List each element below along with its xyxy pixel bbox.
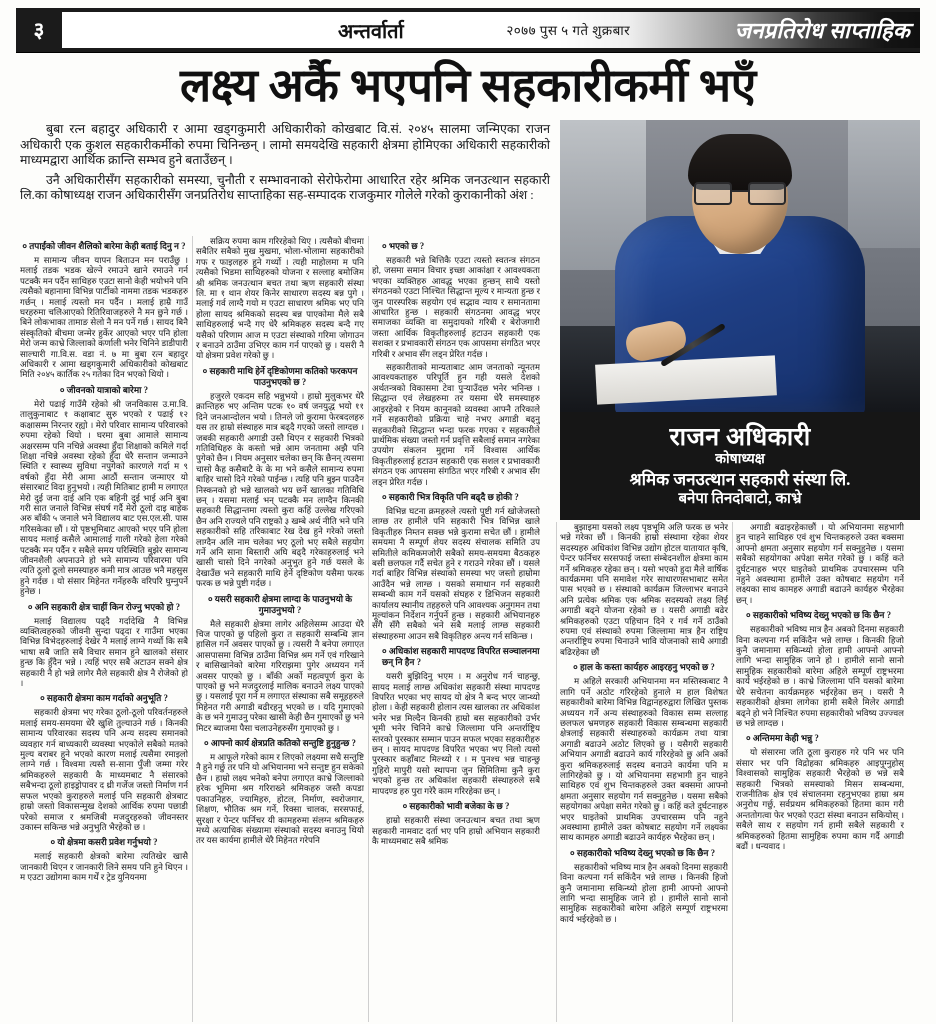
standfirst [20,122,550,208]
article-column-4 [560,522,728,1022]
interview-answer: सक्रिय रुपमा काम गरिरहेको थिए । त्यसैको बीचमा सबैतिर सबैको मुख मुखमा, भोला-भोलामा सहकारीको गफ र फाइलहरु हुने गर्थ्यो । त्यही माहोलमा म पनि त्यसैको भिडमा साथिहरुको योजना र सल्लाह बमोजिम श्री श्रमिक जनउत्थान बचत तथा ऋण सहकारी संस्था लि. मा १ थान शेयर किनेर साधारण सदस्य बन्न पुगे । मलाई गर्व लाग्दै गयो म एउटा साधारण श्रमिक भए पनि होला सायद श्रमिकको सदस्य बन्न पाएकोमा मैले सबै साथिहरुलाई भन्दै गए धेरै श्रमिकहरु सदस्य बन्दै गए यसैको परिणाम आज म एउटा संस्थाको गरिमा जोगाउन र बनाउने ठाउँमा उभिएर काम गर्न पाएको छु । यसरी नै यो क्षेत्रमा प्रवेश गरेको छु । [196,236,364,361]
interview-answer: सहकारीताको मान्यताबाट आम जनताको न्यूनतम आवश्यकताहरु परिपूर्ति हुन गही यसले देशको अर्थतन्त्रको विकासमा टेवा पुऱ्याउँदछ भनेर भनिन्छ । सिद्धान्त एवं लेखहरुमा तर यसमा धेरै समस्याहरु आइरहेको र नियम कानूनको व्यवस्था आफ्नै तरिकाले गर्ने सहकारीको प्रक्रिया चाहे नभए अगाडी बढ्नु सहकारीको सिद्धान्त भन्दा फरक गएका र सहकारीले प्रार्थमिक संख्या जस्तो गर्न प्रवृत्ति सबैलाई समान नगरेका उपयोग संकलन मुद्दामा गर्ने विश्वास आर्थिक विकृतीहरुलाई हटाउन सहकारी एक सशल र प्रभावकारी संगठन एक आपसमा संगठित भएर गरिबी र अभाव सँग लड्न प्रेरित गर्दछ । [372,362,540,487]
column-rule [368,236,369,1022]
masthead-bar [62,12,920,48]
interview-answer: बुझाइमा यसको लक्ष्य पृष्ठभूमि अलि फरक छ भनेर भन्ने गरेका छौं । किनकी हाम्रो संस्थामा रहेका शेयर सदस्यहरु अधिकांश विभिन्न उद्योग होटल यातायात कृषि, पेन्टर फर्निचर सरसफाई जस्ता संम्बेदनशील क्षेत्रमा काम गर्ने श्रमिकहरु रहेका छन् । यसो भएको हुदा मैले वार्षिक कार्यक्रममा पनि समावेश गरेर साधारणसभाबाट समेत पास भएको छ । संस्थाको कार्यक्रम जिल्लाभर बनाउने अनि प्रत्येक श्रमिक एक श्रमिक सदस्यको लक्ष्य लिई अगाडी बढ्ने योजना रहेको छ । यसरी अगाडी बढेर श्रमिकहरुको एउटा पहिचान दिने र गर्व गर्ने ठाउँको रुपमा एवं संस्थाको रुपमा जिल्लामा मात्र हैन राष्ट्रिय अन्तर्राष्ट्रिय रुपमा चिनाउने भावि योजनाको साथै अगाडी बढिरहेका छौं [560,522,728,657]
interview-question: ० भएको छ ? [372,241,540,252]
article-columns [20,236,920,1022]
photo-window-right [848,120,920,248]
interview-answer: म अहिले सरकारी अभियानमा मन मस्तिस्कबाट नै लागि पर्ने अठोट गरिरहेको हुनाले म हाल विशेषत सहकारीको बारेमा विभिन्न विद्वानहरुद्वारा लिखित पुस्तक अध्ययन गर्ने अन्य संस्थाहरुको विकास सम्म सल्लाह छलफल भ्रमणहरु सहकारी विकास सम्बन्धमा सहकारी क्षेत्रलाई सहकारी संस्थाहरुको कार्यक्रम तथा यात्रा अगाडी बढाउने अठोट लिएको छु । यसैगरी सहकारी अभियान अगाडी बढाउने कार्य गरिरहेको छु अनि अर्को कुरा श्रमिकहरुलाई सदस्य बनाउने कार्यमा पनि म लागिरहेको छु । यो अभियानमा सहभागी हुन चाहने साथिहरु एवं शुभ चिन्तकहरुले उक्त बक्समा आफ्नो क्षमता अनुसार सहयोग गर्न सक्नुहुनेछ । यसमा सबैको सहयोगका अपेक्षा समेत गरेको छु । कहिं कते दुर्घटनाहरु भएर घाइतेको प्राथमिक उपचारसम्म पनि नहुने अवस्थामा हामीले उक्त कोषबाट सहयोग गर्ने लक्ष्यका साथ कामहरु अगाडी बढाउने कार्यहरु भैरहेका छन् । [560,676,728,843]
interview-question: ० अनि सहकारी क्षेत्र चाहीं किन रोज्नु भएको हो ? [20,602,188,613]
standfirst-paragraph-2: उनै अधिकारीसँग सहकारीको समस्या, चुनौती र सम्भावनाको सेरोफेरोमा आधारित रहेर श्रमिक जनउत्थान सहकारी लि.का कोषाध्यक्ष राजन अधिकारीसँग जनप्रतिरोध साप्ताहिका सह-सम्पादक राजकुमार गोलेले गरेको कुराकानीको अंश : [20,172,550,203]
interview-question: ० आफ्नो कार्य क्षेत्रप्रति कतिको सन्तुष्टि हुनुहुन्छ ? [196,738,364,749]
standfirst-paragraph-1: बुबा रत्न बहादुर अधिकारी र आमा खड्गकुमारी अधिकारीको कोखबाट वि.सं. २०४५ सालमा जन्मिएका राजन अधिकारी एक कुशल सहकारीकर्मीको रुपमा चिनिन्छन् । लामो समयदेखि सहकारी क्षेत्रमा होमिएका अधिकारी सहकारीको माध्यमद्वारा आर्थिक क्रान्ति सम्भव हुने बताउँछन् । [20,122,550,168]
interview-answer: विभिन्न घटना क्रमहरुले त्यस्तो पुष्टी गर्न खोजेजस्तो लाग्छ तर हामीले पनि सहकारी भित्र विभिन्न खाले विकृतीहरु निम्तन सक्छ भन्ने कुरामा सचेत छौं । हामीले समयमा नै सम्पूर्ण शेयर सदस्य संचालक समिति उप समितीले कमिकमजोरी सबैको समय-समयमा बैठकहरु बसी छलफल गर्दै सचेत हुने र गराउने गरेका छौं । यसले गर्दा बाहिर विभिन्न संस्थाको समस्या भए जस्तो हाम्रोमा आउँदैन भन्ने लाग्छ । यसको समाधान गर्न सहकारी सम्बन्धी काम गर्ने यसको संघहरु र डिभिजन सहकारी कार्यालय स्थानीय तहहरुले पनि आवश्यक अनुगमन तथा मूल्यांकन निर्देशन गर्नुपर्ने हुन्छ । सहकारी अभियानहरु सँगै सँगै सबैको भने सबै मलाई लाग्छ सहकारी संस्थाहरुमा आउन सबै विकृतिहरु अन्त्य गर्न सकिन्छ । [372,505,540,641]
interview-answer: हजुरले एकदम सहि भन्नुभयो । हाम्रो मुलुकभर धेरै क्रान्तिहरु भए अन्तिम पटक १० वर्ष जनयुद्ध भयो ११ दिने जनआन्दोलन भयो । तिनले जो कुरामा फेरबदलहरु यस तर हाम्रो संस्थाहरु मात्र बढ्दै गएको जस्तो लाग्दछ । जबकी सहकारी अगाडी उस्तै थिएन र सहकारी भित्रको गतिविधिहरु के कस्तो भन्ने आम जनतामा अझै पनि पुगेको छैन । नियम अनुसार चलेका छन् कि छैनन् त्यसमा चासो कैह कसैबाटै के के मा भने कसैले सामान्य रुपमा बाहिर चासो दिने गरेको पाईन्छ । त्यहि पनि बुझ्न पाउदैन निस्कनको हो भन्ने खालको भय छर्ने खालका गतिविधि छन् । यसमा मलाई भन् पटक्कै मन लाग्दैन किनकी सहकारी सिद्धान्तमा त्यस्तो कुरा कहिं उल्लेख गरिएको छैन अनि राज्यले पनि राष्ट्रको ३ खम्बे अर्थ नीति भने पनि सहकारीको सहि तरिकाबाट रेख देख हुने गरेको जस्तो लाग्दैन अलि नाम चलेका भए ठूलो भए सबैले सहयोग गर्ने अनि साना बिस्तारी अघि बढ्दै गरेकाहरुलाई भने खासी चासो दिने नगरेको अनुभुत हुने गर्छ यसले के देखाउँछ भने सहकारी माथि हेर्ने दृष्टिकोण यसैमा फरक फरक छ भन्ने पुष्टी गर्दछ । [196,390,364,589]
interview-answer: म आफूले गरेको काम र लिएको लक्ष्यमा सधै सन्तुष्टि नै हुने गर्छु तर पनि यो अभियानमा भने सन्तुष्ट हुन सकेको छैन । हाम्रो लक्ष्य भनेको बनेपा लगाएत काभ्रे जिल्लाको हरेक भूमिमा श्रम गरिराख्ने श्रमिकहरु जस्तै कपडा पकाउनिहरु, ज्यामिहरु, होटल, निर्माण, स्वरोजगार, शिक्षण, भौतिक श्रम गर्ने, रिक्सा चालक, सरसफाई, सुरक्षा र पेन्टर फर्निचर यी कामहरुमा संलग्न श्रमिकहरु मध्ये अत्याधिक संख्यामा संस्थाको सदस्य बनाउनु थियो तर यस कार्यमा हामीले धेरै मिहेनत गरेपनि [196,752,364,846]
column-rule [192,236,193,1022]
page-number: ३ [16,8,62,52]
interview-answer: सहकारी क्षेत्रमा भए गरेका ठूलो-ठूलो परिवर्तनहरुले मलाई समय-समयमा धेरै खुशि तुल्याउने गर्छ । किनकी सामान्य परिवारका सदस्य पनि अन्य सदस्य समानको व्यवहार गर्न बाध्यकारी व्यवस्था भएकोले सबैको मतको मुल्य बराबर हुने भएको कारण मलाई त्यसैमा रमाइलो लाग्ने गर्छ । विश्वमा त्यस्तै स-साना पुँजी जम्मा गरेर श्रमिकहरुले सहकारी कै माध्यमबाट नै संसारको सबैभन्दा ठूलो हाइड्रोपावर द थ्री गर्जेज जस्तो निर्माण गर्न सफल भएको कुराहरुले मलाई पनि सहकारी क्षेत्रबाट हाम्रो जस्तो विकासन्मुख देशको आर्थिक रुपमा पछाडी परेको समाज र श्रमजिबी मजदुरहरुको जीवनस्तर उकास्न सकिन्छ भन्ने अनुभुति भैरहेको छ । [20,707,188,832]
paper-title: जनप्रतिरोध साप्ताहिक [734,18,910,43]
interview-question: ० अन्तिममा केही भन्नु ? [736,733,904,744]
interview-question: ० यसरी सहकारी क्षेत्रमा लाग्दा के पाउनुभयो के गुमाउनुभयो ? [196,594,364,616]
section-name: अन्तर्वार्ता [338,20,404,43]
interview-answer: मेरो पढाई गाउँमै रहेको श्री जनविकास उ.मा.वि. तालुकुनाबाट १ कक्षाबाट सुरु भएको र पढाई १२ कक्षासम्म निरन्तर रह्यो । मेरो परिवार सामान्य परिवारको रुपमा रहेको थियो । घरमा बुबा आमाले सामान्य अक्षरसम्म पनि नचिन्ने अवस्था हुँदा शिक्षाको कमिले गर्दा शिक्षा नचिन्ने अवस्था रहेको हुँदा धेरै सन्तान जन्माउने स्थिति र स्वास्थ्य सुविधा नपुगेको कारणले गर्दा म ९ वर्षको हुँदा मेरी आमा आठौं सन्तान जन्माएर यो संसारबाट विदा हुनुभयो । त्यही मितिबाट हामी म लगाएत मेरो दुई जना दाई अनि एक बहिनी दुई भाई अनि बुबा गरी सात जनाले विभिन्न संघर्ष गर्दै मेरो ठूलो दाइ बाहेक अरु बाँकी ५ जनाले भने विद्यालय बाट एस.एल.सी. पास गरिसकेका छौं । यो पृष्ठभूमिबाट आएको भएर पनि होला सायद मलाई कसैले आमालाई गाली गरेको हेला गरेको पटक्कै मन पर्दैन र सबैले समय परिस्थिति बुझेर सामान्य जीवनशैली अपनाउने हो भने सामान्य परिवारमा पनि त्यति ठूलो ठूलो समस्याहरु कमी मात्र आउछ भनै महसुस हुने गर्दछ । यो संसार मिहेनत गर्नेहरुकै वरिपरि घुम्नुपर्ने हुनेछ । [20,398,188,597]
article-column-3 [372,236,540,1022]
interview-question: ० सहकारी क्षेत्रमा काम गर्दाको अनुभूति ? [20,693,188,704]
column-rule [732,522,733,1022]
interview-answer: मलाई विद्यालय पढ्दै गर्दादेखि नै विभिन्न व्यक्तित्वहरुको जीवनी सुन्दा पढ्दा र गाउँमा भएका विभिन्न विभेदहरुलाई देखेर नै मलाई लाग्ने गर्थ्यो कि सबै भाषा सबै जाति सबै विचार समान हुने खालको संसार हुन्छ कि हुँदैन भन्ने । त्यहिं भएर सबै अटाउन सक्ने क्षेत्र सहकारी नै हो भन्ने लागेर मैले सहकारी क्षेत्र नै रोजेको हो । [20,615,188,689]
caption-role: कोषाध्यक्ष [715,451,765,467]
interview-question: ० अधिकांश सहकारी मापदण्ड विपरित सञ्चालनमा छन् नि हैन ? [372,646,540,668]
interview-answer: अगाडी बढाइरहेकाछौं । यो अभियानमा सहभागी हुन चाहने साथिहरु एवं शुभ चिन्तकहरुले उक्त बक्समा आफ्नो क्षमता अनुसार सहयोग गर्न सक्नुहुनेछ । यसमा सबैको सहयोगका अपेक्षा समेत गरेको छु । कहिं कते दुर्घटनाहरु भएर घाइतेको प्राथमिक उपचारसम्म पनि नहुने अवस्थामा हामीले उक्त कोषबाट सहयोग गर्ने लक्ष्यका साथ कामहरु अगाडी बढाउने कार्यहरु भैरहेका छन् । [736,522,904,605]
interview-question: ० सहकारीको भविष्य देख्नु भएको छ कि छैन ? [560,848,728,859]
interview-question: ० तपाईंको जीवन शैलिको बारेमा केही बताई दिनु न ? [20,241,188,252]
interview-answer: यो संसारमा जति ठूला कुराहरु गरे पनि भर पनि संसार भर पनि विद्रोहका श्रमिकहरु आइपुग्नुहोस् विश्वासको सामुहिक सहकारी भैरहेको छ भन्ने सबै सहकारी भित्रको समस्याको मिसन सम्बन्धमा, राजनीतिक क्षेत्र एवं संचालनमा रहनुभएका हाम्रा श्रम अनुरोध गर्छु, सर्वप्रथम श्रमिकहरुको हितमा काम गरी अन्ततोगत्वा फेर भएको एउटा संस्था बनाउन सकियोस् । सबैले साथ र सहयोग गर्न हामी सबैले सहकारी र श्रमिकहरुको हितमा सामुहिक रुपमा काम गर्दै अगाडी बढौं । धन्यवाद । [736,747,904,851]
publication-date: २०७७ पुस ५ गते शुक्रबार [506,23,631,38]
caption-organization: श्रमिक जनउत्थान सहकारी संस्था लि. [629,469,851,489]
interview-answer: मलाई सहकारी क्षेत्रको बारेमा त्यतिखेर खासै जानकारी थिएन र जानकारी लिने समय पनि हुने थिएन । म एउटा उद्योगमा काम गर्थें र ट्रेड युनियनमा [20,851,188,883]
interview-answer: सहकारीको भविष्य मात्र हैन अबको दिनमा सहकारी विना कल्पना गर्न सकिंदैन भन्ने लाग्छ । किनकी हिजो कुनै जमानामा सकिन्थ्यो होला हामी आफ्नो आफ्नो लागि भन्दा सामुहिक जाने हो । हामीले सानो सानो सामुहिक सहकारीको बारेमा अहिले सम्पूर्ण राष्ट्रभरमा कार्य भईरहेको छ । काभ्रे जिल्लामा पनि यसको बारेमा धेरै सचेतना कार्यक्रमहरु भईरहेका छन् । यसरी नै सहकारीको क्षेत्रमा लागेका हामी सबैले मिलेर अगाडी बढ्ने हो भने निश्चित रुपमा सहकारीको भविष्य उज्ज्वल छ भन्ने लाग्दछ । [736,624,904,728]
masthead [16,8,920,52]
interview-question: ० हाल के कस्ता कार्यहरु आइरहनु भएको छ ? [560,662,728,673]
interview-question: ० सहकारी माथि हेर्ने दृष्टिकोणमा कतिको फरकपन पाउनुभएको छ ? [196,366,364,388]
interview-question: ० जीवनको यात्राको बारेमा ? [20,385,188,396]
interview-question: ० सहकारी भित्र विकृति पनि बढ्दै छ होकी ? [372,492,540,503]
interview-answer: म सामान्य जीवन यापन बिताउन मन पराउँछु । मलाई तडक भडक खेल्ने रमाउने खाने रमाउने गर्न पटक्कै मन पर्दैन साथिहरु एउटा सानो केही भयोभने पनि त्यसैको बहानामा विभिन्न पार्टीको नाममा तडक भडकहरु गर्छन् । मलाई त्यस्तो मन पर्दैन । मलाई हाम्रै गाउँ घरहरुमा चलिआएको रितिरिवाजहरुले नै मन छुने गर्छ । बिने लोकभाका तामाङ सेलो नै मन पर्ने गर्छ । सायद बिनै संस्कृतिको बीचमा जन्मेर हुर्केर आएको भएर पनि होला मेरो जन्म काभ्रे जिल्लाको कर्णाली भनेर चिनिने डाडीपारी साल्घारी गा.वि.स. वडा नं. ७ मा बुबा रत्न बहादुर अधिकारी र आमा खड्गकुमारी अधिकारीको कोखबाट मिति २०४५ कार्तिक २५ गतेका दिन भएको थियो । [20,255,188,380]
article-column-1 [20,236,188,1022]
column-rule [556,522,557,1022]
caption-address: बनेपा तिनदोबाटो, काभ्रे [678,490,802,507]
interview-answer: हाम्रो सहकारी संस्था जनउत्थान बचत तथा ऋण सहकारी नामवाट दर्ता भए पनि हाम्रो अभियान सहकारी कै माध्यमबाट सबै श्रमिक [372,815,540,846]
interview-answer: सहकारीको भविष्य मात्र हैन अबको दिनमा सहकारी विना कल्पना गर्न सकिंदैन भन्ने लाग्छ । किनकी हिजो कुनै जमानामा सकिन्थ्यो होला हामी आफ्नो आफ्नो लागि भन्दा सामुहिक जाने हो । हामीले सानो सानो सामुहिक सहकारीको बारेमा अहिले सम्पूर्ण राष्ट्रभरमा कार्य भईरहेको छ । [560,861,728,924]
interview-question: ० यो क्षेत्रमा कसरी प्रवेश गर्नुभयो ? [20,837,188,848]
interview-question: ० सहकारीको भविष्य देख्नु भएको छ कि छैन ? [736,610,904,621]
interview-answer: सहकारी भन्ने बित्तिकै एउटा त्यस्तो स्वतन्त्र संगठन हो, जसमा समान विचार इच्छा आकांक्षा र आवश्यकता भएका व्यक्तिहरु आवद्ध भएका हुन्छन् साथै यस्तो संगठनको एउटा निश्चित सिद्धान्त मूल्य र मान्यता हुन्छ र जुन पारस्परिक सहयोग एवं सद्भाव न्याय र समानतामा आधारित हुन्छ । सहकारी संगठनमा आवद्ध भएर समाजका व्यक्ति वा समुदायको गरिबी र बेरोजगारी जस्ता आर्थिक विकृतीहरुलाई हटाउन सहकारी एक सशक्त र प्रभावकारी संगठन एक आपसमा संगठित भएर गरिबी र अभाव सँग लड्न प्रेरित गर्दछ । [372,255,540,359]
interview-answer: यसरी बुझिदिनु भएम । म अनुरोध गर्न चाहन्छु, सायद मलाई लाग्छ अधिकांश सहकारी संस्था मापदण्ड विपरित भएका भए सायद यो क्षेत्र नै बन्द भएर जान्थ्यो होला । केही सहकारी होलान त्यस खालका तर अधिकांश भनेर भन्न मिल्दैन किनकी हाम्रो बस सहकारीको उर्भर भूमी भनेर चिनिने काभ्रे जिल्लामा पनि अन्तर्राष्ट्रिय स्तरको पुरस्कार सम्मान पाउन सफल भएका सहकारीहरु छन् । सायद मापदण्ड विपरित भएका भए निलो त्यसो पुरस्कार कहाँबाट मिल्थ्यो र । म पुनश्च भन्न चाहन्छु गुहिरो मापुरी यसो स्थापना जुन सिमितिमा कुनै कुरा भएको हुन्छ तर अधिकांश सहकारी संस्थाहरुले सबै मापदण्ड हरु पुरा गरेरै काम गरिरहेका छन् । [372,671,540,796]
interview-answer: मैले सहकारी क्षेत्रमा लागेर अहिलेसम्म आउदा धेरै चिज पाएको छु पहिलो कुरा त सहकारी सम्बन्धि ज्ञान हासिल गर्ने अवसर पाएको छु । त्यसरी नै बनेपा लगाएत आसपासमा विभिन्न ठाउँमा विभिन्न श्रम गर्ने एवं गरिखाने र बासिखानेको बारेमा गरिराझमा पुगेर अध्ययन गर्ने अवसर पाएको छु । बाँकी अर्को महत्वपूर्ण कुरा के पाएको छु भने मजदुरलाई मालिक बनाउने लक्ष्य पाएको छु । यसलाई पूरा गर्न म लगाएत संस्थाका सबै समूहहरुले मिहेनत गरी अगाडी बढीरहनु भएको छ । यदि गुमाएको के छ भने गुमाउनु परेका खासी केही छैन गुमाएको छु भने मिटर ब्याजमा पैसा चलाउनेहरुसँग गुमाएको छु । [196,618,364,733]
interview-question: ० सहकारीको भावी बजेका के छ ? [372,801,540,812]
page-title: लक्ष्य अर्कै भएपनि सहकारीकर्मी भएँ [180,60,756,111]
article-column-2 [196,236,364,1022]
article-column-5 [736,522,904,1022]
glasses-icon [694,182,786,202]
caption-name: राजन अधिकारी [669,423,811,451]
